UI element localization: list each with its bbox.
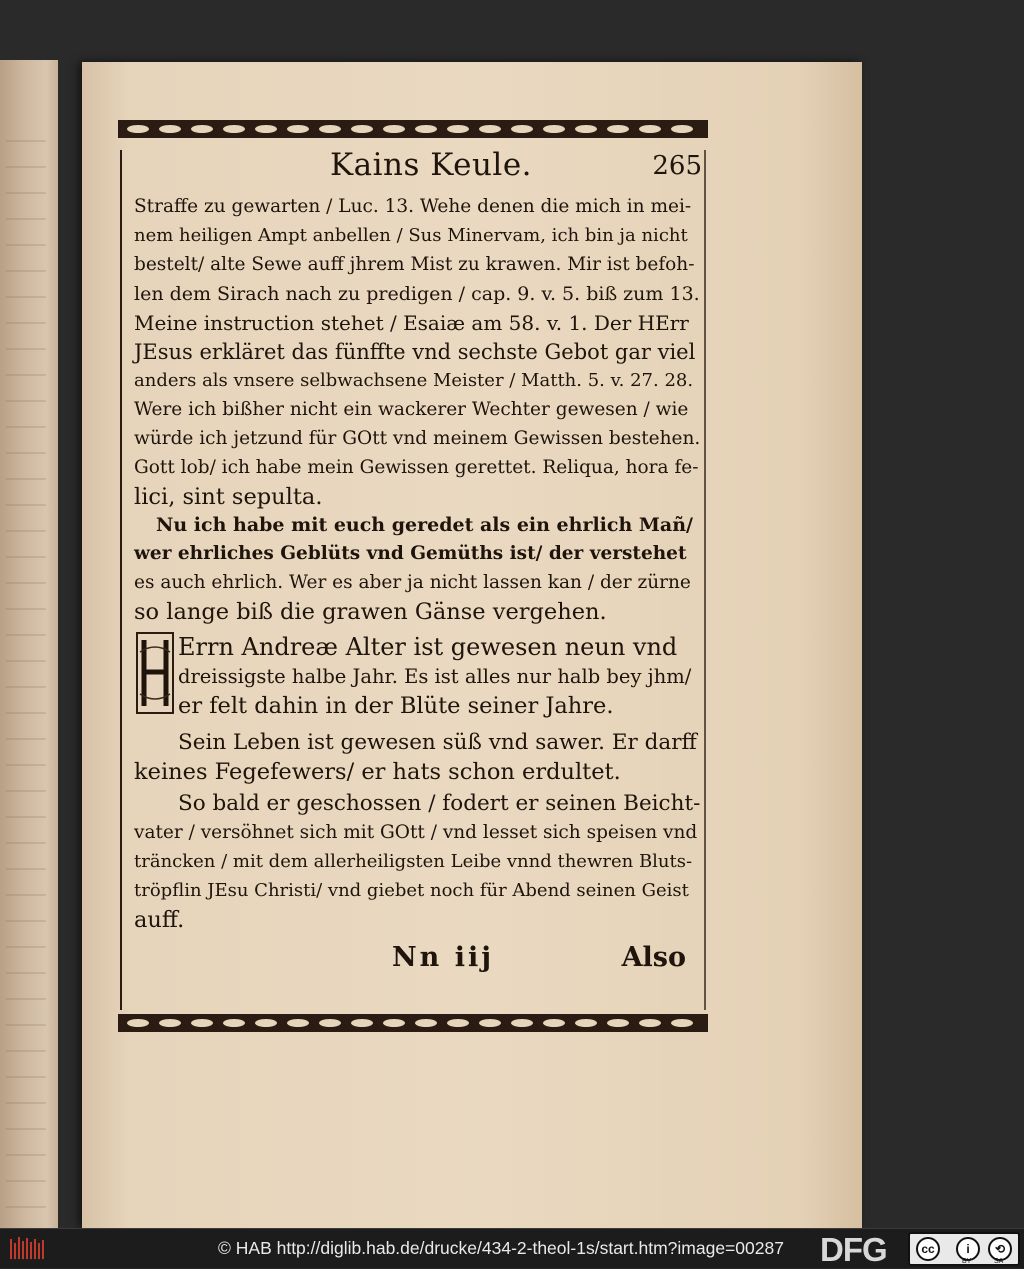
text-line: anders als vnsere selbwachsene Meister / Matth. 5. v. 27. 28.	[134, 370, 694, 391]
text-line: bestelt/ alte Sewe auff jhrem Mist zu krawen. Mir ist befoh-	[134, 254, 695, 275]
attribution-icon: i	[956, 1237, 980, 1261]
text-line: lici, sint sepulta.	[134, 484, 323, 510]
bottom-ornamental-border	[118, 1012, 708, 1034]
text-line: JEsus erkläret das fünffte vnd sechste Gebot gar viel	[134, 340, 696, 364]
text-line: Sein Leben ist gewesen süß vnd sawer. Er darff	[178, 730, 697, 755]
by-label: BY	[962, 1258, 972, 1265]
text-line: er felt dahin in der Blüte seiner Jahre.	[178, 693, 614, 719]
top-ornamental-border	[118, 118, 708, 140]
text-line: träncken / mit dem allerheiligsten Leibe vnnd thewren Bluts-	[134, 851, 693, 872]
frame-rule-left	[120, 150, 122, 1010]
text-line: Were ich bißher nicht ein wackerer Wechter gewesen / wie	[134, 399, 689, 420]
catchwords-line	[130, 942, 700, 982]
catchword: Also	[621, 942, 686, 973]
text-line: es auch ehrlich. Wer es aber ja nicht lassen kan / der zürne	[134, 572, 691, 593]
copyright-link[interactable]: © HAB http://diglib.hab.de/drucke/434-2-theol-1s/start.htm?image=00287	[218, 1238, 784, 1258]
text-line: len dem Sirach nach zu predigen / cap. 9. v. 5. biß zum 13.	[134, 283, 700, 305]
left-page-edge	[0, 60, 58, 1228]
text-line: Gott lob/ ich habe mein Gewissen gerettet. Reliqua, hora fe-	[134, 457, 699, 478]
frame-rule-right	[704, 150, 706, 1010]
left-page-text-shadow	[6, 140, 46, 1220]
text-line: Straffe zu gewarten / Luc. 13. Wehe denen die mich in mei-	[134, 196, 692, 217]
text-line: auff.	[134, 907, 185, 933]
text-line: Meine instruction stehet / Esaiæ am 58. v. 1. Der HErr	[134, 311, 689, 335]
text-line: So bald er geschossen / fodert er seinen Beicht-	[178, 791, 701, 816]
hab-logo-icon[interactable]	[8, 1235, 48, 1263]
text-line: Errn Andreæ Alter ist gewesen neun vnd	[178, 633, 678, 661]
creative-commons-badge[interactable]	[908, 1232, 1020, 1266]
text-line: so lange biß die grawen Gänse vergehen.	[134, 599, 607, 625]
decorated-initial	[136, 632, 174, 714]
share-alike-icon: ⟲	[988, 1237, 1012, 1261]
signature-mark: Nn iij	[392, 942, 494, 973]
text-line: wer ehrliches Geblüts vnd Gemüths ist/ der verstehet	[134, 543, 687, 564]
dfg-logo[interactable]: DFG	[820, 1231, 887, 1268]
cc-icon: cc	[916, 1237, 940, 1261]
page-number: 265	[652, 151, 702, 181]
running-head: Kains Keule.	[330, 147, 533, 183]
text-line: nem heiligen Ampt anbellen / Sus Minervam, ich bin ja nicht	[134, 225, 688, 246]
text-line: würde ich jetzund für GOtt vnd meinem Gewissen bestehen.	[134, 428, 701, 449]
text-line: keines Fegefewers/ er hats schon erdultet.	[134, 759, 621, 785]
text-line: dreissigste halbe Jahr. Es ist alles nur halb bey jhm/	[178, 665, 692, 688]
footer-bar	[0, 1228, 1024, 1268]
text-line: vater / versöhnet sich mit GOtt / vnd lesset sich speisen vnd	[134, 822, 698, 843]
page-header	[130, 145, 700, 189]
sa-label: SA	[994, 1258, 1004, 1265]
text-line: tröpflin JEsu Christi/ vnd giebet noch für Abend seinen Geist	[134, 880, 689, 901]
text-line: Nu ich habe mit euch geredet als ein ehrlich Mañ/	[156, 514, 693, 536]
